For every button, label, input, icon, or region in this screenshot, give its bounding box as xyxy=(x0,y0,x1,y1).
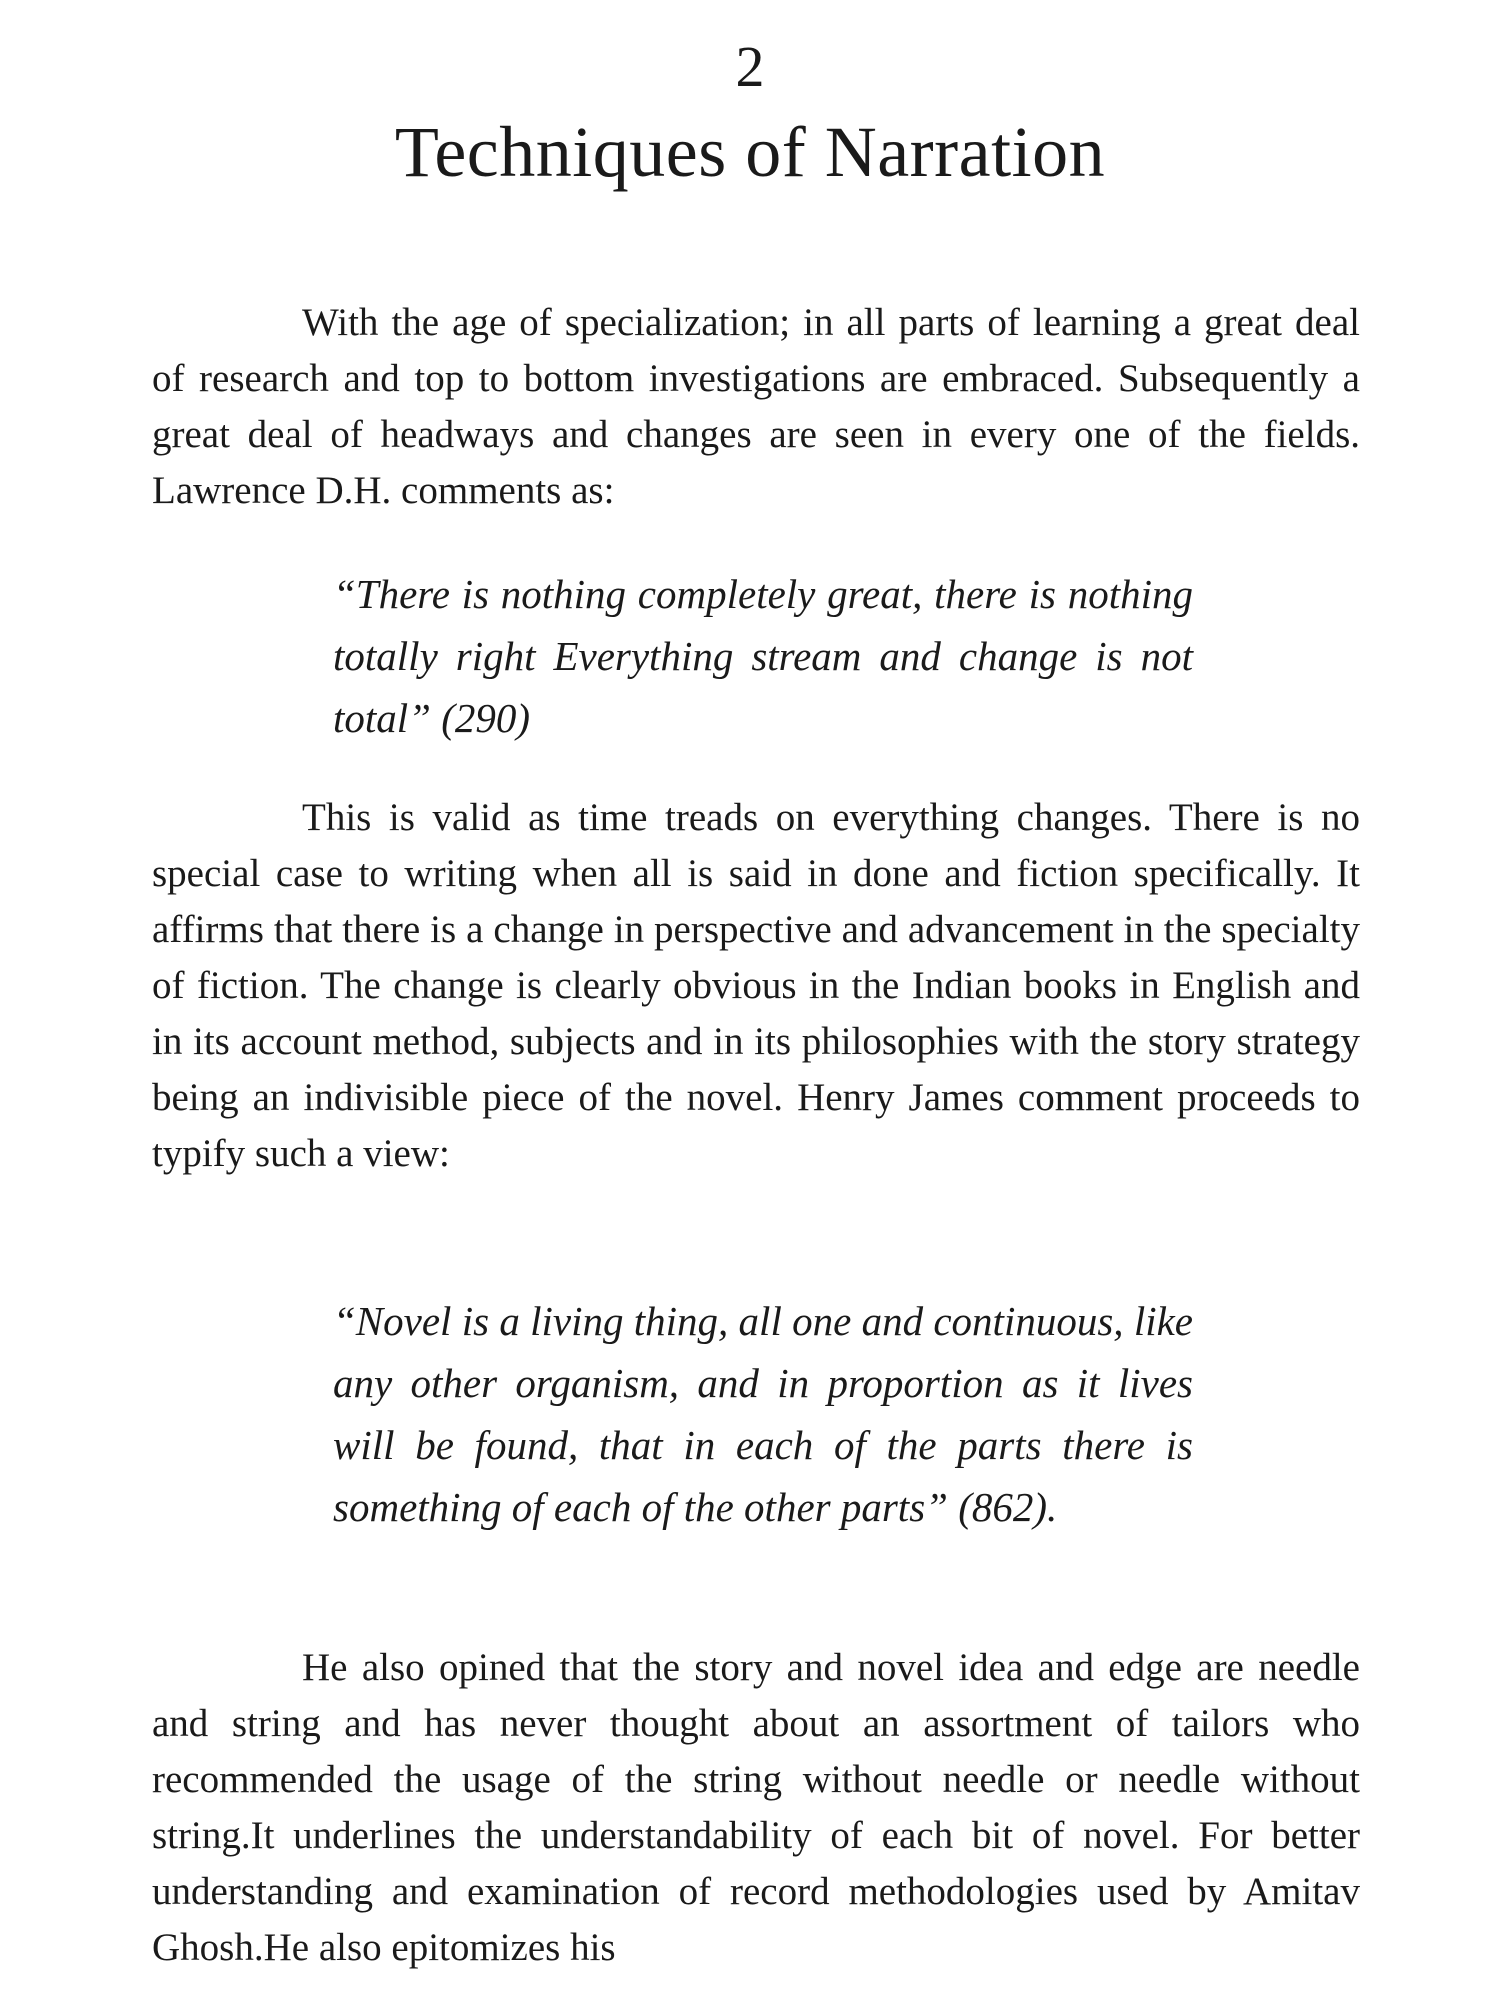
body-paragraph-3: He also opined that the story and novel idea and edge are needle and string and has never thought about an assortment of tailors who recommended the usage of the string without needle or needle without string.It underlines the understandability of each bit of novel. For better understanding and examination of record methodologies used by Amitav Ghosh.He also epitomizes his xyxy=(152,1646,1360,1969)
body-paragraph-1: With the age of specialization; in all parts of learning a great deal of research and top to bottom investigations are embraced. Subsequently a great deal of headways and changes are seen in every one of the fields. Lawrence D.H. comments as: xyxy=(152,301,1360,512)
chapter-number: 2 xyxy=(735,34,765,99)
chapter-title: Techniques of Narration xyxy=(394,112,1106,192)
block-quote-henry-james: “Novel is a living thing, all one and continuous, like any other organism, and in proportion as it lives will be found, that in each of the parts there is something of each of the other parts” (862). xyxy=(333,1298,1193,1530)
body-paragraph-2: This is valid as time treads on everything changes. There is no special case to writing when all is said in done and fiction specifically. It affirms that there is a change in perspective and advancement in the specialty of fiction. The change is clearly obvious in the Indian books in English and in its account method, subjects and in its philosophies with the story strategy being an indivisible piece of the novel. Henry James comment proceeds to typify such a view: xyxy=(152,796,1360,1175)
block-quote-lawrence: “There is nothing completely great, there is nothing totally right Everything stream and change is not total” (290) xyxy=(333,571,1193,741)
